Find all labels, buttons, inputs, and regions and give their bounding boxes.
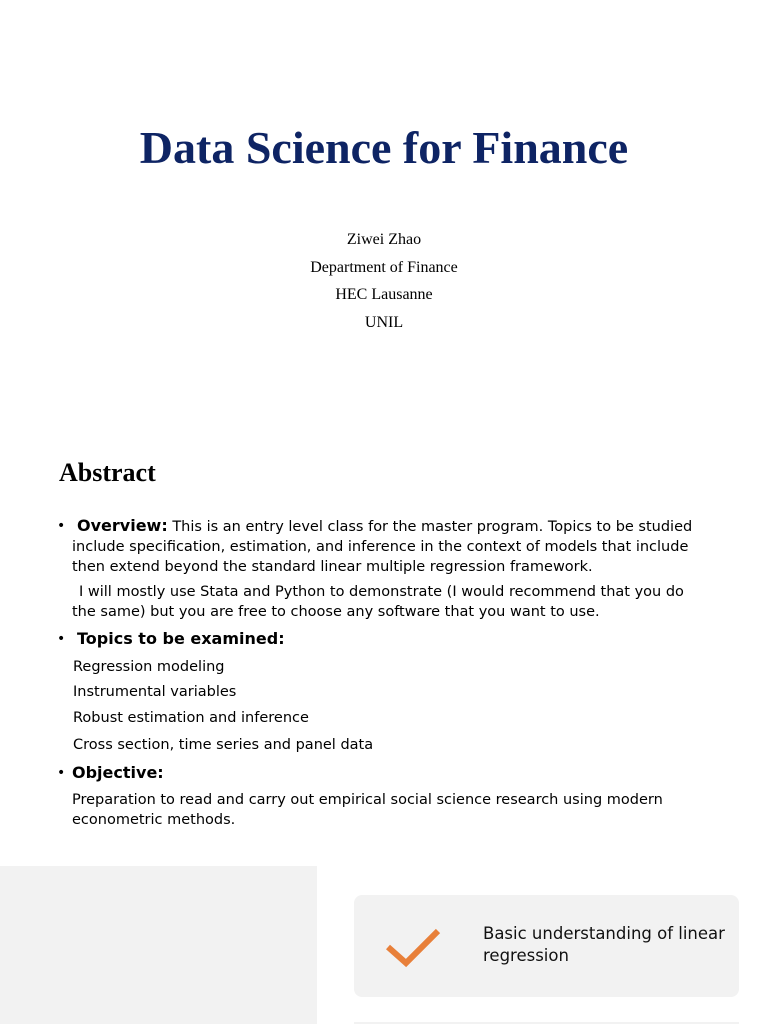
abstract-heading: Abstract — [59, 458, 156, 487]
author-name: Ziwei Zhao — [346, 231, 422, 248]
author-block — [0, 226, 768, 336]
topics-label: Topics to be examined: — [77, 629, 285, 648]
topic-item: Robust estimation and inference — [73, 710, 309, 726]
overview-text-line4: I will mostly use Stata and Python to demonstrate (I would recommend that you do — [79, 584, 684, 600]
bullet-icon: • — [57, 518, 66, 534]
objective-label: Objective: — [72, 763, 164, 782]
overview-text-line5: the same) but you are free to choose any software that you want to use. — [72, 604, 600, 620]
gray-panel — [0, 866, 317, 1024]
topic-item: Instrumental variables — [73, 684, 237, 700]
requirement-text-line2: regression — [483, 946, 569, 965]
overview-text-line1: This is an entry level class for the master program. Topics to be studied — [167, 519, 693, 535]
topic-item: Regression modeling — [73, 659, 225, 675]
author-school: HEC Lausanne — [335, 286, 433, 303]
topic-item: Cross section, time series and panel data — [73, 737, 374, 753]
checkmark-icon — [384, 923, 442, 971]
objective-text-line2: econometric methods. — [72, 812, 236, 828]
bullet-icon: • — [57, 631, 66, 647]
overview-text-line3: then extend beyond the standard linear multiple regression framework. — [72, 559, 593, 575]
overview-text-line2: include specification, estimation, and inference in the context of models that include — [72, 539, 689, 555]
requirement-text-line1: Basic understanding of linear — [483, 924, 725, 943]
author-university: UNIL — [364, 313, 404, 331]
author-department: Department of Finance — [310, 258, 458, 276]
page-title: Data Science for Finance — [139, 122, 629, 173]
bullet-icon: • — [57, 765, 66, 781]
overview-label: Overview: — [77, 516, 168, 535]
objective-text-line1: Preparation to read and carry out empirical social science research using modern — [72, 792, 663, 808]
requirement-card — [354, 895, 739, 997]
requirement-text — [483, 923, 733, 967]
